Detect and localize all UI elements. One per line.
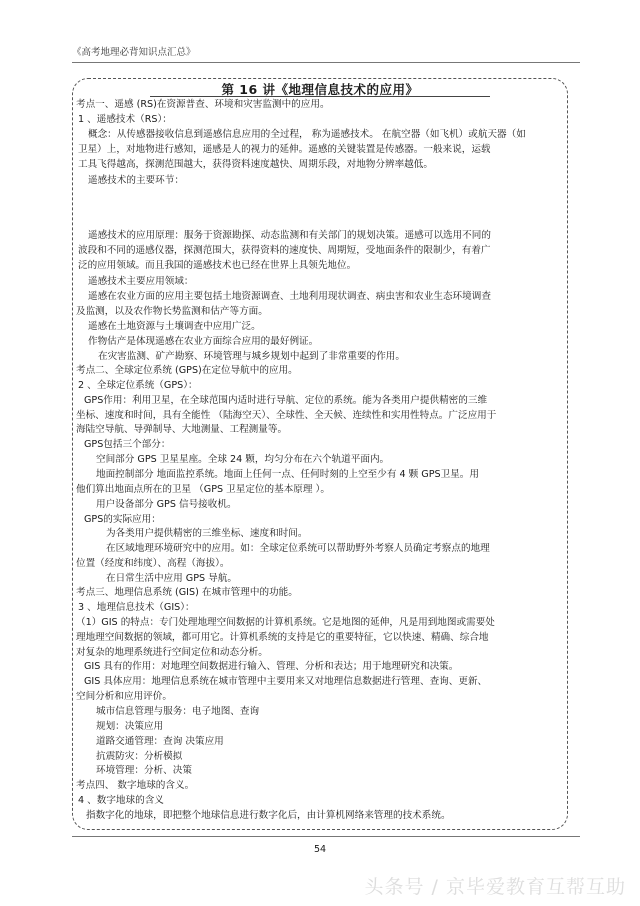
text-line: 空间部分 GPS 卫星星座。全球 24 颗，均匀分布在六个轨道平面内。 <box>96 454 390 465</box>
text-line: 在灾害监测、矿产勘察、环境管理与城乡规划中起到了非常重要的作用。 <box>98 351 405 362</box>
text-line: 作物估产是体现遥感在农业方面综合应用的最好例证。 <box>88 336 319 347</box>
text-line: 在区域地理环境研究中的应用。如：全球定位系统可以帮助野外考察人员确定考察点的地理 <box>106 543 490 554</box>
text-line: 卫星）上，对地物进行感知，遥感是人的视力的延伸。遥感的关键装置是传感器。一般来说，运载 <box>78 144 491 155</box>
text-line: 遥感在土地资源与土壤调查中应用广泛。 <box>88 321 261 332</box>
text-line: GIS 具有的作用：对地理空间数据进行输入、管理、分析和表达；用于地理研究和决策。 <box>84 661 459 672</box>
text-line: 道路交通管理：查询 决策应用 <box>96 736 224 747</box>
header-divider <box>72 62 580 63</box>
text-line: 考点四、 数字地球的含义。 <box>76 780 195 791</box>
text-line: 2 、全球定位系统（GPS）： <box>78 380 198 391</box>
text-line: 及监测，以及农作物长势监测和估产等方面。 <box>76 306 268 317</box>
text-line: 地面控制部分 地面监控系统。地面上任何一点、任何时刻的上空至少有 4 颗 GPS卫星。用 <box>96 469 479 480</box>
text-line: 4 、数字地球的含义 <box>78 795 164 806</box>
lecture-title: 第 16 讲《地理信息技术的应用》 <box>221 82 419 97</box>
text-line: 空间分析和应用评价。 <box>76 691 172 702</box>
text-line: GPS包括三个部分： <box>84 439 171 450</box>
text-line: 遥感技术主要应用领域： <box>88 276 194 287</box>
text-line: 位置（经度和纬度）、高程（海拔）。 <box>76 558 230 569</box>
watermark-text: 头条号 / 京毕爱教育互帮互助 <box>364 876 626 898</box>
text-line: 海陆空导航、导弹制导、大地测量、工程测量等。 <box>76 424 288 435</box>
text-line: 泛的应用领域。而且我国的遥感技术也已经在世界上具领先地位。 <box>78 260 357 271</box>
text-line: （1）GIS 的特点：专门处理地理空间数据的计算机系统。它是地图的延伸，凡是用到地图或需要处 <box>76 617 495 628</box>
text-line: 考点一、遥感 (RS)在资源普查、环境和灾害监测中的应用。 <box>76 99 330 110</box>
text-line: 坐标、速度和时间，具有全能性 （陆海空天）、全球性、全天候、连续性和实用性特点。广泛应用于 <box>76 410 497 421</box>
text-line: 遥感技术的应用原理：服务于资源勘探、动态监测和有关部门的规划决策。遥感可以选用不同的 <box>88 230 491 241</box>
text-line: 环境管理：分析、决策 <box>96 765 192 776</box>
text-line: 考点二、全球定位系统 (GPS)在定位导航中的应用。 <box>76 365 298 376</box>
text-line: 城市信息管理与服务：电子地图、查询 <box>96 706 260 717</box>
text-line: 波段和不同的遥感仪器，探测范围大，获得资料的速度快、周期短，受地面条件的限制少，有着广 <box>78 245 491 256</box>
text-line: 3 、地理信息技术（GIS）： <box>78 602 195 613</box>
text-line: 对复杂的地理系统进行空间定位和动态分析。 <box>76 647 268 658</box>
text-line: 工具飞得越高，探测范围越大，获得资料速度越快、周期乐段，对地物分辨率越低。 <box>78 159 433 170</box>
text-line: 他们算出地面点所在的卫星 （GPS 卫星定位的基本原理 ）。 <box>76 484 330 495</box>
book-title-header: 《高考地理必背知识点汇总》 <box>72 47 196 58</box>
text-line: 用户设备部分 GPS 信号接收机。 <box>96 499 237 510</box>
text-line: GPS作用：利用卫星，在全球范围内适时进行导航、定位的系统。能为各类用户提供精密的三维 <box>84 395 488 406</box>
text-line: 在日常生活中应用 GPS 导航。 <box>106 573 237 584</box>
text-line: 考点三、地理信息系统 (GIS) 在城市管理中的功能。 <box>76 587 298 598</box>
text-line: 遥感在农业方面的应用主要包括土地资源调查、土地利用现状调查、病虫害和农业生态环境调查 <box>88 291 491 302</box>
text-line: 规划：决策应用 <box>96 721 164 732</box>
text-line: 指数字化的地球，即把整个地球信息进行数字化后，由计算机网络来管理的技术系统。 <box>86 810 451 821</box>
text-line: 理地理空间数据的领域，都可用它。计算机系统的支持是它的重要特征，它以快速、精确、综合地 <box>76 632 489 643</box>
text-line: 1 、遥感技术（RS）： <box>78 114 172 125</box>
footer-divider <box>72 836 580 837</box>
title-underline <box>150 96 490 97</box>
text-line: 为各类用户提供精密的三维坐标、速度和时间。 <box>106 528 308 539</box>
page-number: 54 <box>313 844 327 855</box>
text-line: 概念：从传感器接收信息到遥感信息应用的全过程， 称为遥感技术。 在航空器（如飞机）或航天器（如 <box>88 129 526 140</box>
text-line: GIS 具体应用：地理信息系统在城市管理中主要用来又对地理信息数据进行管理、查询、更新、 <box>84 676 488 687</box>
text-line: GPS的实际应用： <box>84 514 161 525</box>
text-line: 遥感技术的主要环节： <box>88 175 184 186</box>
text-line: 抗震防灾：分析模拟 <box>96 751 183 762</box>
